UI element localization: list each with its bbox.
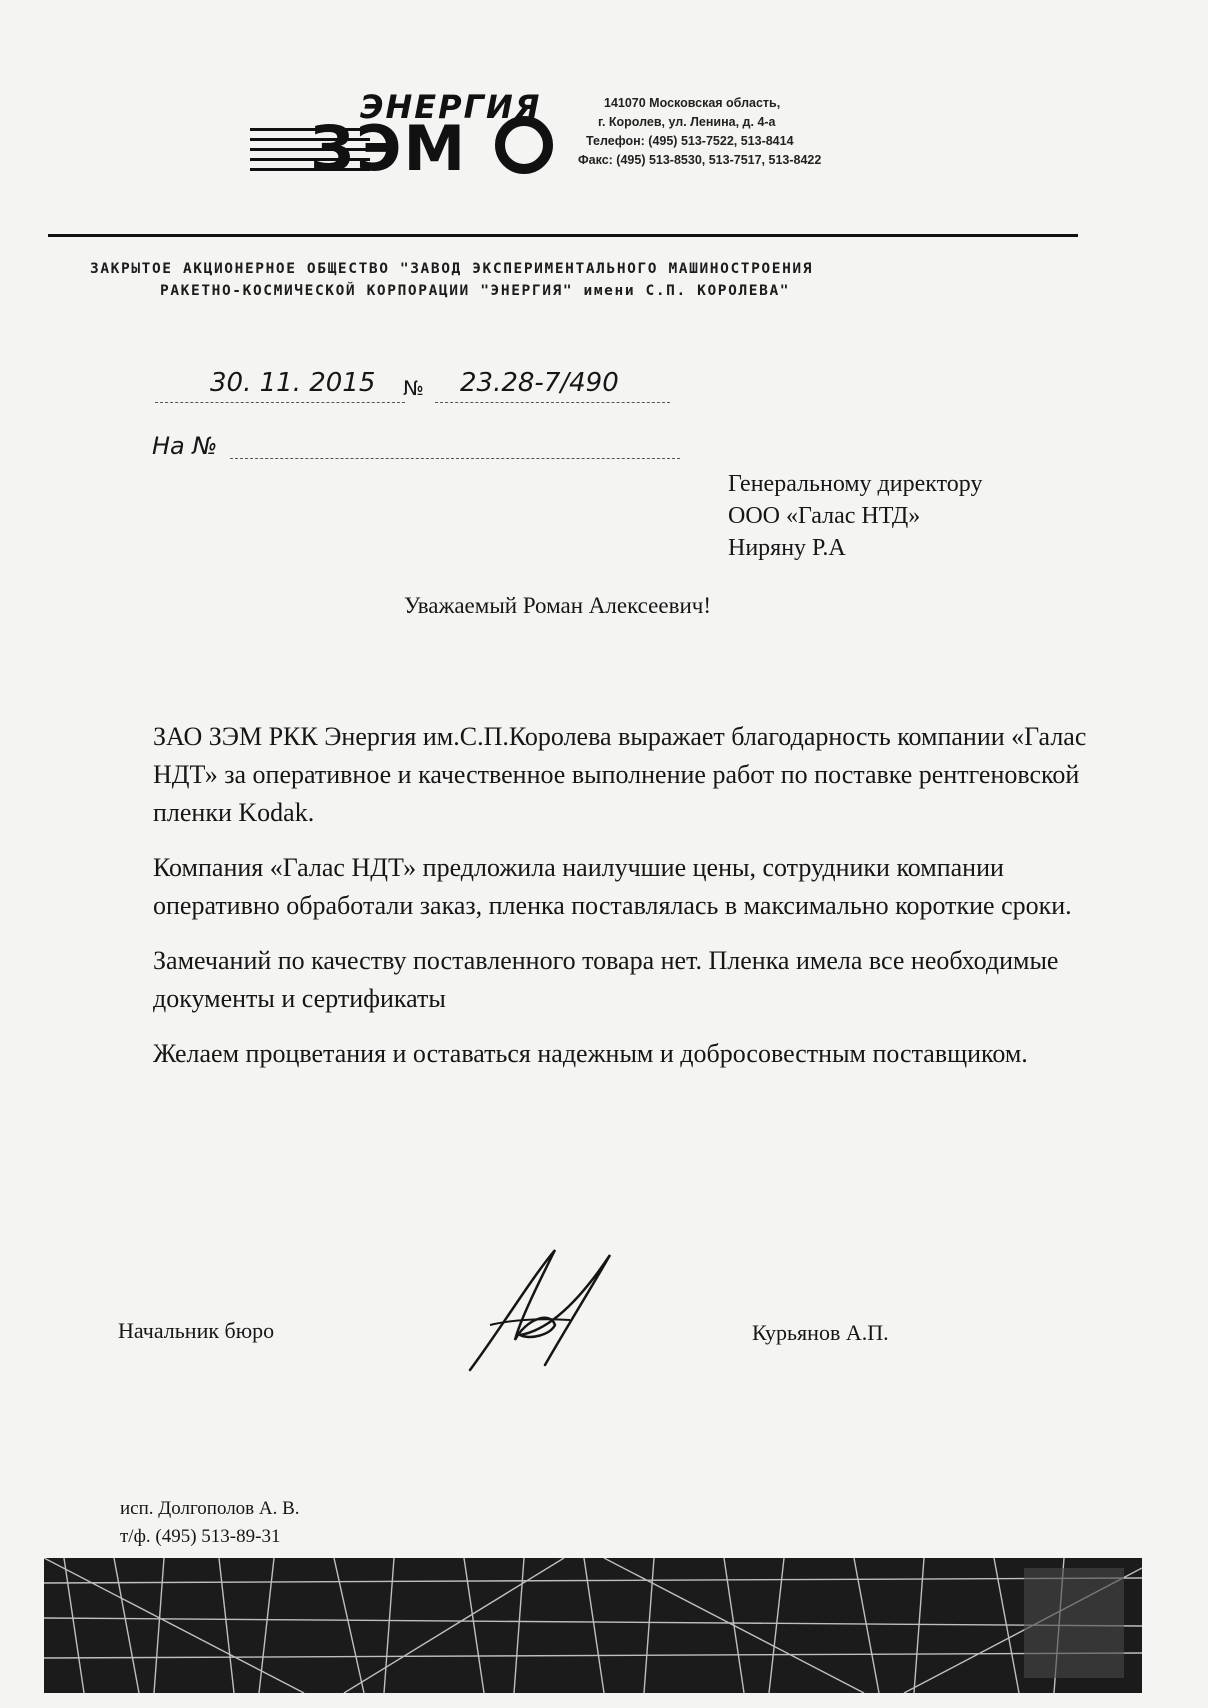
- logo-top-text: ЭНЕРГИЯ: [360, 88, 542, 126]
- letterhead-contacts: [578, 94, 821, 170]
- executor-name: исп. Долгополов А. В.: [120, 1498, 300, 1519]
- body-paragraph-3: Замечаний по качеству поставленного товара нет. Пленка имела все необходимые документы и сертификаты: [153, 946, 1059, 1013]
- company-logo: [250, 88, 570, 188]
- organization-name: [90, 258, 1020, 302]
- phone-line: Телефон: (495) 513-7522, 513-8414: [586, 134, 794, 148]
- signer-title: Начальник бюро: [118, 1318, 275, 1343]
- number-sign: №: [403, 376, 424, 400]
- logo-main-text: ЗЭМ: [310, 112, 468, 185]
- letter-body: [153, 718, 1093, 1090]
- greeting: Уважаемый Роман Алексеевич!: [404, 593, 711, 618]
- letter-date: 30. 11. 2015: [210, 368, 376, 398]
- executor-phone: т/ф. (495) 513-89-31: [120, 1526, 281, 1547]
- decorative-footer-band: [44, 1558, 1142, 1693]
- letterhead-divider: [48, 234, 1078, 237]
- number-underline: [435, 402, 670, 403]
- footer-grid-pattern: [44, 1558, 1142, 1693]
- addressee-position: Генеральному директору: [728, 471, 983, 497]
- reply-underline: [230, 458, 680, 459]
- signer-name: Курьянов А.П.: [752, 1320, 889, 1345]
- addressee-company: ООО «Галас НТД»: [728, 503, 921, 529]
- date-underline: [155, 402, 405, 403]
- org-line-2: РАКЕТНО-КОСМИЧЕСКОЙ КОРПОРАЦИИ "ЭНЕРГИЯ" имени С.П. КОРОЛЕВА": [160, 283, 791, 299]
- executor-block: [120, 1495, 300, 1551]
- body-paragraph-4: Желаем процветания и оставаться надежным и добросовестным поставщиком.: [153, 1039, 1028, 1068]
- addressee-name: Ниряну Р.А: [728, 535, 846, 561]
- address-line-1: 141070 Московская область,: [604, 96, 781, 110]
- handwritten-signature: [460, 1240, 620, 1380]
- addressee-block: [728, 468, 982, 564]
- fax-line: Факс: (495) 513-8530, 513-7517, 513-8422: [578, 153, 822, 167]
- reply-label: На №: [152, 432, 218, 460]
- logo-ring-icon: [495, 116, 553, 174]
- body-paragraph-2: Компания «Галас НДТ» предложила наилучшие цены, сотрудники компании оперативно обработали заказ, пленка поставлялась в максимально короткие сроки.: [153, 853, 1072, 920]
- address-line-2: г. Королев, ул. Ленина, д. 4-а: [598, 115, 776, 129]
- body-paragraph-1: ЗАО ЗЭМ РКК Энергия им.С.П.Королева выражает благодарность компании «Галас НДТ» за оперативное и качественное выполнение работ по поставке рентгеновской пленки Kodak.: [153, 722, 1087, 827]
- letter-number: 23.28-7/490: [460, 368, 619, 398]
- org-line-1: ЗАКРЫТОЕ АКЦИОНЕРНОЕ ОБЩЕСТВО "ЗАВОД ЭКСПЕРИМЕНТАЛЬНОГО МАШИНОСТРОЕНИЯ: [90, 261, 814, 277]
